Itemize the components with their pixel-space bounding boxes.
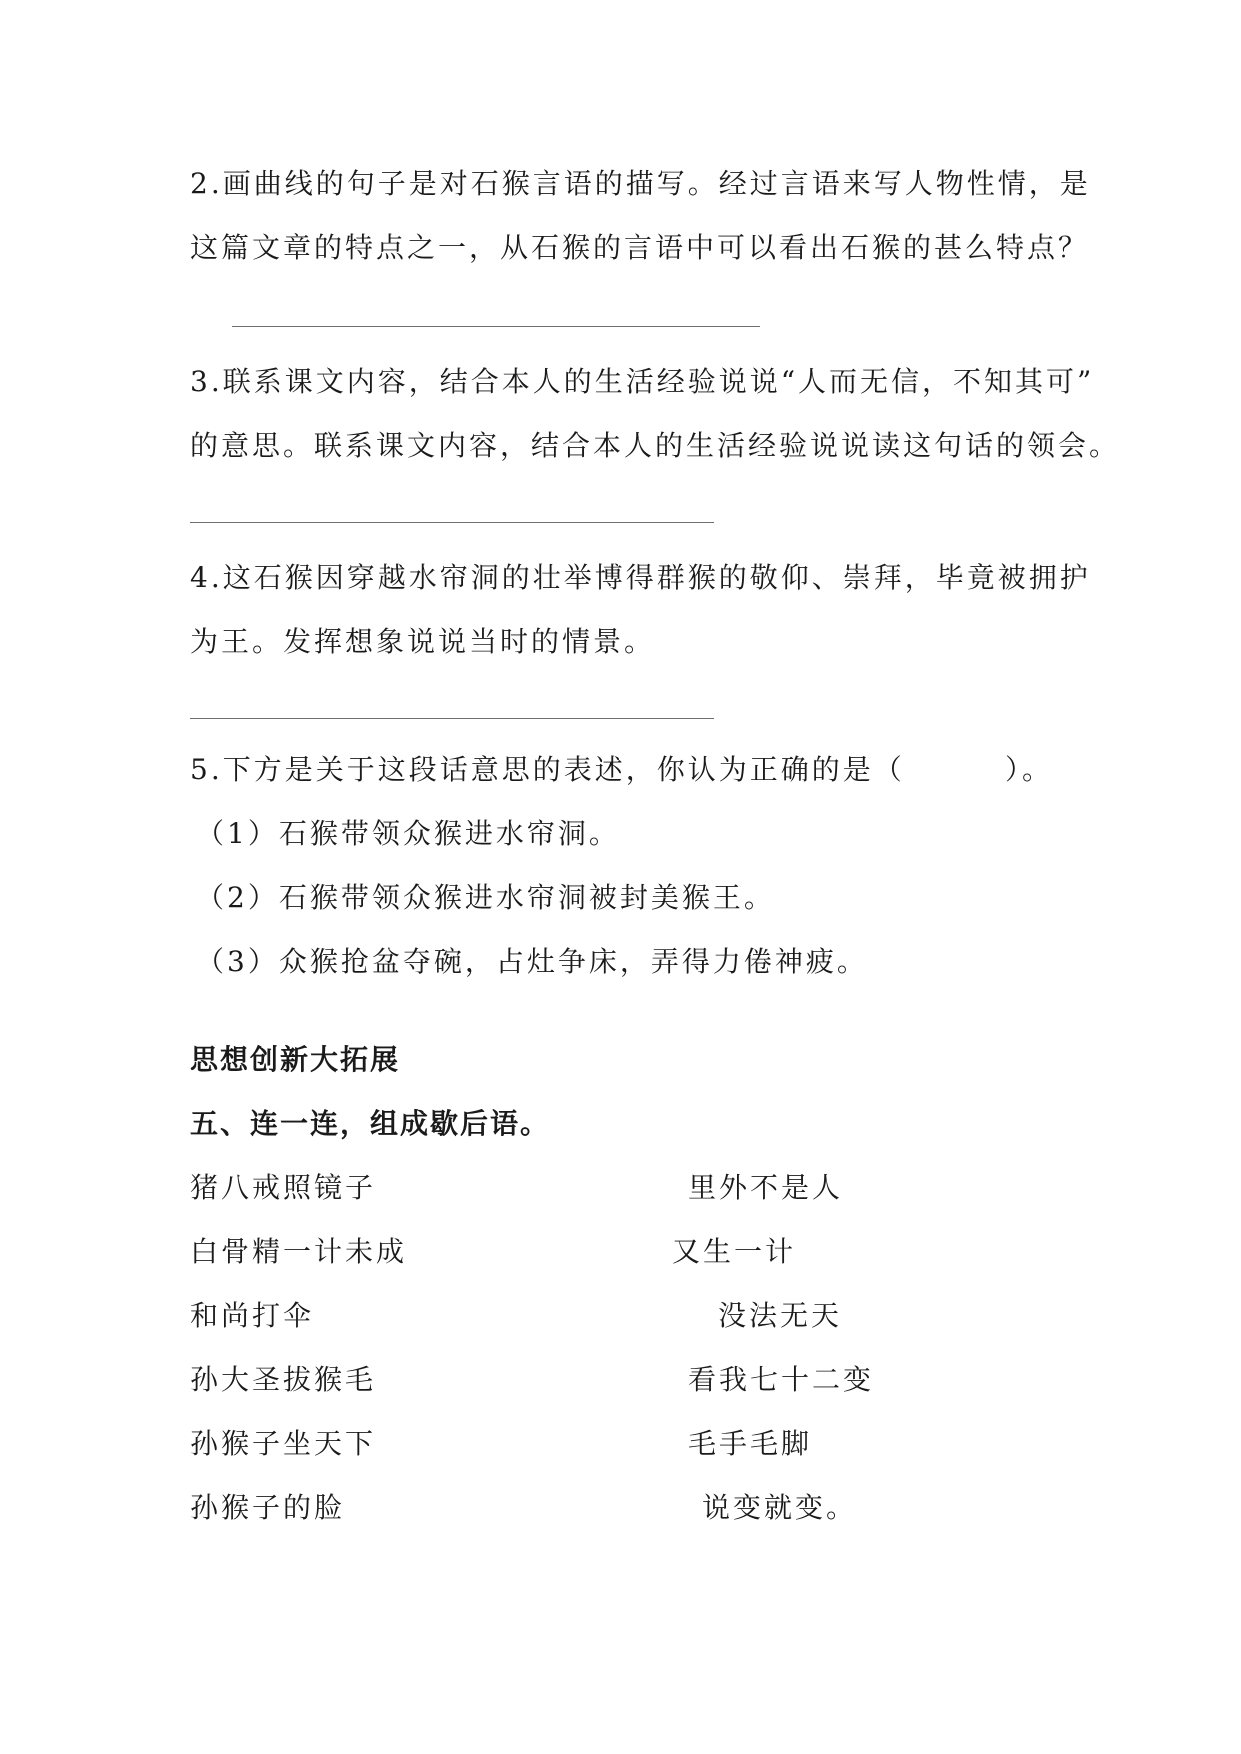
q4-line-1: 4.这石猴因穿越水帘洞的壮举博得群猴的敬仰、崇拜，毕竟被拥护 — [190, 561, 1091, 594]
pair-right-4[interactable]: 看我七十二变 — [688, 1363, 875, 1396]
pair-left-6[interactable]: 孙猴子的脸 — [190, 1491, 346, 1524]
q4-answer-line[interactable] — [190, 718, 714, 719]
pair-right-3[interactable]: 没法无天 — [718, 1299, 843, 1332]
q5-stem-end: ）。 — [1005, 753, 1054, 786]
q5-option-1: （1）石猴带领众猴进水帘洞。 — [196, 817, 620, 850]
section-subtitle: 五、连一连，组成歇后语。 — [190, 1107, 551, 1140]
pair-left-1[interactable]: 猪八戒照镜子 — [190, 1171, 377, 1204]
q2-answer-line[interactable] — [232, 326, 760, 327]
section-title: 思想创新大拓展 — [190, 1043, 401, 1076]
q5-option-3: （3）众猴抢盆夺碗，占灶争床，弄得力倦神疲。 — [196, 945, 868, 978]
q2-line-1: 2.画曲线的句子是对石猴言语的描写。经过言语来写人物性情，是 — [190, 167, 1091, 200]
q2-line-2: 这篇文章的特点之一，从石猴的言语中可以看出石猴的甚么特点？ — [190, 231, 1090, 264]
pair-right-5[interactable]: 毛手毛脚 — [688, 1427, 813, 1460]
q3-answer-line[interactable] — [190, 522, 714, 523]
pair-right-6[interactable]: 说变就变。 — [702, 1491, 858, 1524]
pair-left-4[interactable]: 孙大圣拔猴毛 — [190, 1363, 377, 1396]
pair-left-3[interactable]: 和尚打伞 — [190, 1299, 315, 1332]
pair-right-2[interactable]: 又生一计 — [672, 1235, 797, 1268]
q5-stem-start: 5.下方是关于这段话意思的表述，你认为正确的是（ — [190, 753, 905, 786]
pair-left-2[interactable]: 白骨精一计未成 — [190, 1235, 408, 1268]
pair-right-1[interactable]: 里外不是人 — [688, 1171, 844, 1204]
q3-line-2: 的意思。联系课文内容，结合本人的生活经验说说读这句话的领会。 — [190, 429, 1121, 462]
q5-option-2: （2）石猴带领众猴进水帘洞被封美猴王。 — [196, 881, 775, 914]
pair-left-5[interactable]: 孙猴子坐天下 — [190, 1427, 377, 1460]
q4-line-2: 为王。发挥想象说说当时的情景。 — [190, 625, 656, 658]
q3-line-1: 3.联系课文内容，结合本人的生活经验说说“人而无信，不知其可” — [190, 365, 1095, 398]
